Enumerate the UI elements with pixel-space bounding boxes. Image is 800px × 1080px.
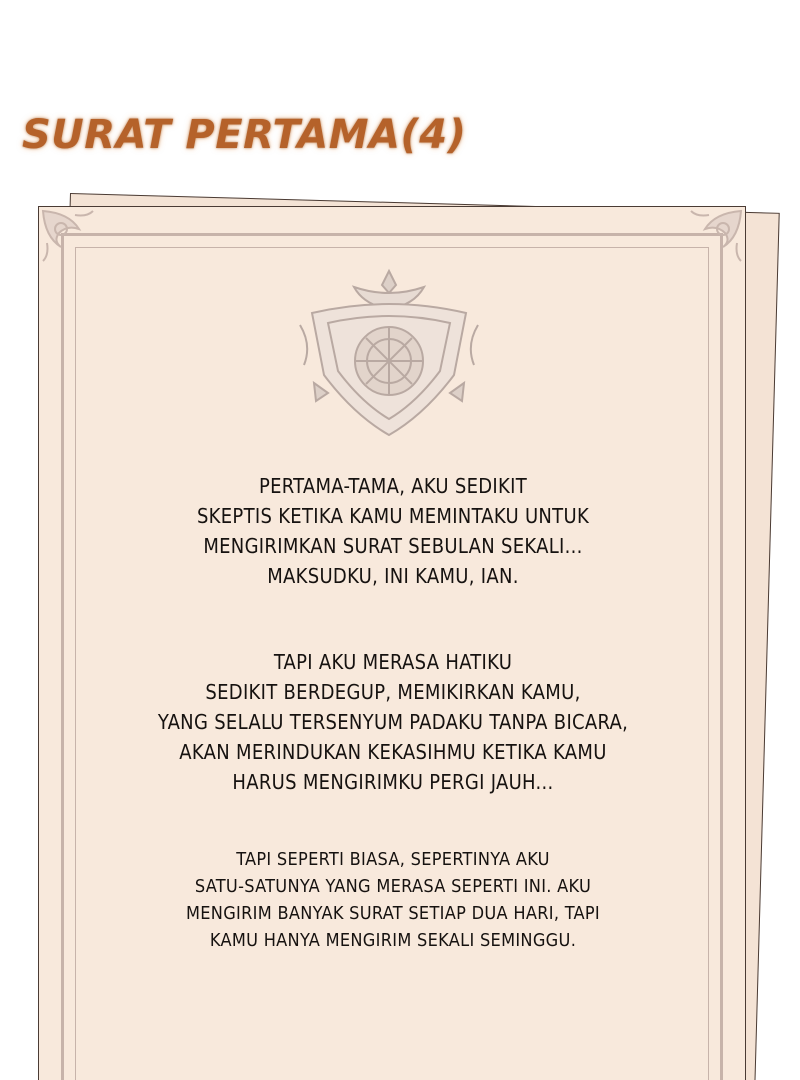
- letter-line: KAMU HANYA MENGIRIM SEKALI SEMINGGU.: [209, 930, 577, 951]
- letter-paragraph-2: [119, 647, 667, 797]
- letter-line: MENGIRIMKAN SURAT SEBULAN SEKALI...: [203, 534, 583, 558]
- letter-line: HARUS MENGIRIMKU PERGI JAUH...: [232, 770, 554, 794]
- ornament-corner-icon: [675, 207, 745, 277]
- ornament-corner-icon: [39, 207, 109, 277]
- letter-line: MAKSUDKU, INI KAMU, IAN.: [267, 564, 519, 588]
- letter-line: SEDIKIT BERDEGUP, MEMIKIRKAN KAMU,: [205, 680, 581, 704]
- letter-paper: [38, 206, 746, 1080]
- ornamental-crest-icon: [294, 265, 484, 445]
- letter-line: MENGIRIM BANYAK SURAT SETIAP DUA HARI, TAPI: [185, 903, 601, 924]
- letter-line: SATU-SATUNYA YANG MERASA SEPERTI INI. AKU: [194, 876, 592, 897]
- letter-line: SKEPTIS KETIKA KAMU MEMINTAKU UNTUK: [196, 504, 590, 528]
- letter-line: TAPI SEPERTI BIASA, SEPERTINYA AKU: [236, 849, 550, 870]
- letter-paragraph-3: [119, 846, 667, 954]
- page-title: SURAT PERTAMA(4): [22, 112, 467, 158]
- letter-paragraph-1: [119, 471, 667, 591]
- letter-line: TAPI AKU MERASA HATIKU: [273, 650, 513, 674]
- letter-line: AKAN MERINDUKAN KEKASIHMU KETIKA KAMU: [179, 740, 607, 764]
- letter-line: PERTAMA-TAMA, AKU SEDIKIT: [258, 474, 528, 498]
- letter-line: YANG SELALU TERSENYUM PADAKU TANPA BICARA,: [157, 710, 629, 734]
